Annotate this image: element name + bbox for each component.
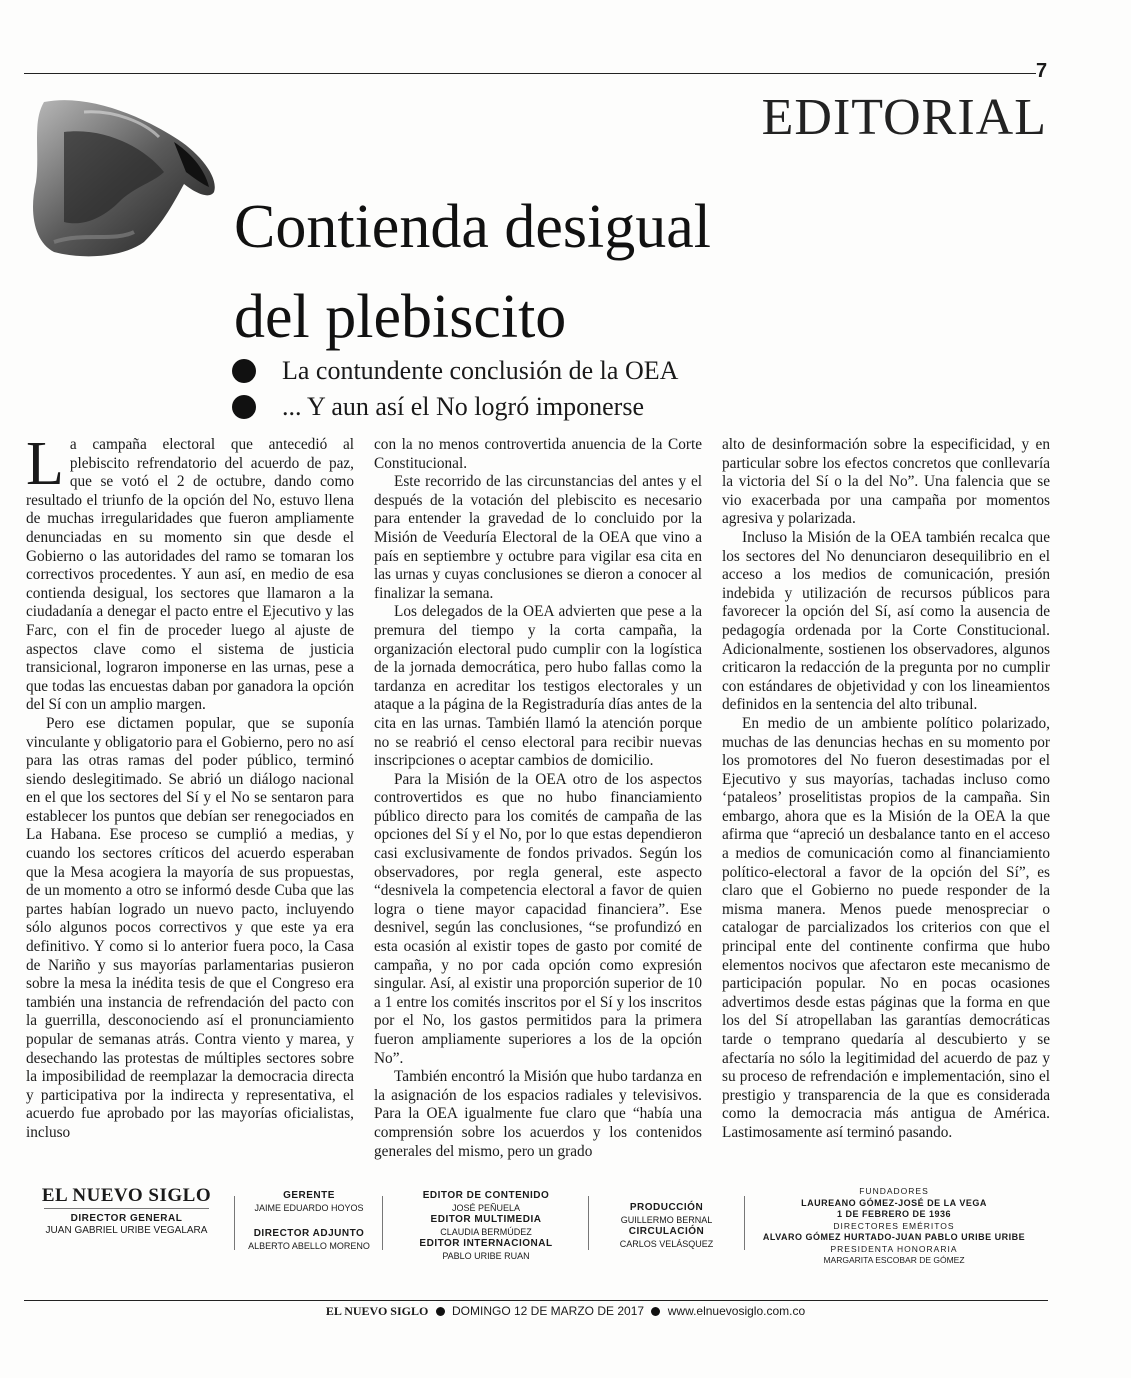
page-number: 7 — [1036, 60, 1048, 82]
article-column-3 — [722, 436, 1050, 1166]
article-body — [26, 430, 1050, 1166]
masthead-fundadores: FUNDADORES LAUREANO GÓMEZ-JOSÉ DE LA VEGA 1 DE FEBRERO DE 1936 DIRECTORES EMÉRITOS ALVARO GÓMEZ HURTADO-JUAN PABLO URIBE URIBE PRESIDENTA HONORARIA MARGARITA ESCOBAR DE GÓMEZ — [762, 1186, 1026, 1265]
divider — [382, 1196, 383, 1250]
paragraph: Pero ese dictamen popular, que se suponía vinculante y obligatorio para el Gobierno, pero no así para las otras ramas del poder público, terminó siendo deslegitimado. Se abrió un diálogo nacional en el que los sectores del Sí y el No se sentaron para establecer los puntos que debían ser renegociados en La Habana. Ese proceso se cumplió a medias, y cuando los sectores críticos del acuerdo esperaban que la Mesa acogiera la mayoría de sus propuestas, de un momento a otro se informó desde Cuba que las partes habían logrado un nuevo pacto, incluyendo sólo algunos pocos correctivos y que este ya era definitivo. Y como si lo anterior fuera poco, la Casa de Nariño y sus mayorías parlamentarias pusieron sobre la mesa la inédita tesis de que el Congreso era también una instancia de refrendación del pacto con la guerrilla, desconociendo así el pronunciamiento popular de semanas atrás. Contra viento y marea, y desechando las protestas de múltiples sectores sobre la imposibilidad de reemplazar la democracia directa y participativa por la indirecta y representativa, el acuerdo fue aprobado por las mayorías oficialistas, incluso — [26, 714, 354, 1141]
masthead-editores: EDITOR DE CONTENIDO JOSÉ PEÑUELA EDITOR MULTIMEDIA CLAUDIA BERMÚDEZ EDITOR INTERNACIONAL PABLO URIBE RUAN — [419, 1190, 553, 1261]
paragraph: La campaña electoral que antecedió al plebiscito refrendatorio del acuerdo de paz, que se votó el 2 de octubre, dando como resultado el triunfo de la opción del No, estuvo llena de muchas irregularidades que fueron ampliamente denunciadas en su momento sin que desde el Gobierno o las autoridades del ramo se tomaran los correctivos procedentes. Y aun así, en medio de esa contienda desigual, los sectores que llamaron a la ciudadanía a denegar el pacto entre el Ejecutivo y las Farc, con el fin de proceder luego al ajuste de aspectos clave como el sistema de justicia transicional, lograron imponerse en las urnas, pese a que todas las encuestas daban por ganadora la opción del Sí con un amplio margen. — [26, 430, 354, 714]
drop-cap: L — [26, 430, 64, 498]
headline-line-2: del plebiscito — [234, 283, 567, 351]
paragraph: con la no menos controvertida anuencia de la Corte Constitucional. — [374, 436, 702, 472]
top-rule — [24, 73, 1036, 74]
section-title: EDITORIAL — [761, 89, 1047, 146]
paragraph: Los delegados de la OEA advierten que pese a la premura del tiempo y la corta campaña, la organización electoral pudo cumplir con la logística de la jornada democrática, pero hubo fallas como la tardanza en acreditar los testigos electorales y un ataque a la página de la Registraduría días antes de la cita en las urnas. También llamó la atención porque no se reabrió el censo electoral para recibir nuevas inscripciones o aceptar cambios de domicilio. — [374, 603, 702, 770]
bullet-text: ... Y aun así el No logró imponerse — [282, 392, 644, 421]
footer-brand: EL NUEVO SIGLO — [325, 1304, 429, 1318]
paragraph: Para la Misión de la OEA otro de los aspectos controvertidos es que no hubo financiamiento público directo para los comités de campaña de las opciones del Sí y el No, por lo que estas dependieron casi exclusivamente de fondos privados. Según los observadores, por regla general, este aspecto “desnivela la competencia electoral a favor de quien logra o tiene mayor capacidad financiera”. Ese desnivel, según las conclusiones, “se profundizó en esta ocasión al existir topes de gasto por comité de campaña, y no por cada opción como expresión singular. Así, al existir una proporción superior de 10 a 1 entre los comités inscritos por el Sí y los inscritos por el No, los gastos permitidos para la primera fueron ampliamente superiores a los de la opción No”. — [374, 770, 702, 1067]
bullet-dot-icon — [232, 395, 256, 419]
newspaper-logo: EL NUEVO SIGLO — [41, 1185, 212, 1206]
bottom-rule — [24, 1300, 1048, 1301]
bullet-text: La contundente conclusión de la OEA — [282, 356, 679, 385]
divider — [588, 1196, 589, 1250]
summary-bullets — [232, 353, 678, 425]
divider — [234, 1196, 235, 1250]
bullet-dot-icon — [232, 359, 256, 383]
article-column-1 — [26, 430, 354, 1166]
masthead-produccion: PRODUCCIÓN GUILLERMO BERNAL CIRCULACIÓN CARLOS VELÁSQUEZ — [619, 1202, 714, 1249]
summary-bullet — [232, 353, 678, 389]
masthead-gerente: GERENTE JAIME EDUARDO HOYOS DIRECTOR ADJUNTO ALBERTO ABELLO MORENO — [248, 1190, 370, 1251]
footer-url[interactable]: www.elnuevosiglo.com.co — [667, 1304, 806, 1318]
masthead — [24, 1180, 1048, 1276]
paragraph: Incluso la Misión de la OEA también recalca que los sectores del No denunciaron desequilibrio en el acceso a los medios de comunicación, presión indebida y utilización de recursos públicos para favorecer la opción del Sí, así como la ausencia de pedagogía ordenada por la Corte Constitucional. Adicionalmente, sostienen los observadores, algunos criticaron la redacción de la pregunta por no cumplir con estándares de objetividad y con los lineamientos definidos en la sentencia del alto tribunal. — [722, 528, 1050, 714]
masthead-director: EL NUEVO SIGLO DIRECTOR GENERAL JUAN GABRIEL URIBE VEGALARA — [24, 1190, 229, 1237]
headline-line-1: Contienda desigual — [234, 193, 711, 261]
separator-dot-icon — [436, 1307, 445, 1316]
horse-sculpture-image — [24, 92, 224, 262]
paragraph: alto de desinformación sobre la especificidad, y en particular sobre los efectos concretos que conllevaría la victoria del Sí o la del No”. Una falencia que se vio exacerbada por una campaña por momentos agresiva y polarizada. — [722, 436, 1050, 528]
summary-bullet — [232, 389, 678, 425]
page-footer — [0, 1304, 1131, 1319]
footer-date: DOMINGO 12 DE MARZO DE 2017 — [452, 1304, 645, 1318]
separator-dot-icon — [651, 1307, 660, 1316]
divider — [744, 1196, 745, 1250]
paragraph: En medio de un ambiente político polarizado, muchas de las denuncias hechas en su momento por los promotores del No fueron desestimadas por el Ejecutivo y sus mayorías, tachadas incluso como ‘pataleos’ proselitistas propios de la campaña. Sin embargo, ahora que es la Misión de la OEA la que afirma que “apreció un desbalance tanto en el acceso a medios de comunicación como al financiamiento político-electoral a favor de la opción del Sí”, es claro que el Gobierno no puede responder de la misma manera. Menos puede menospreciar o catalogar de parcializados los criterios con que el principal ente del continente confirma que hubo elementos nocivos que afectaron este mecanismo de participación popular. No en pocas ocasiones advertimos desde estas páginas que la forma en que los del Sí atropellaban las garantías democráticas tarde o temprano quedaría al descubierto y se afectaría no sólo la legitimidad del acuerdo de paz y su proceso de refrendación e implementación, sino el prestigio y transparencia de la que es considerada como la democracia más antigua de América. Lastimosamente así terminó pasando. — [722, 714, 1050, 1141]
paragraph: Este recorrido de las circunstancias del antes y el después de la votación del plebiscito es necesario para entender la gravedad de lo concluido por la Misión de Veeduría Electoral de la OEA que vino a país en septiembre y octubre para vigilar esa cita en las urnas y cuyas conclusiones se dieron a conocer al finalizar la semana. — [374, 473, 702, 602]
article-column-2 — [374, 436, 702, 1166]
paragraph: También encontró la Misión que hubo tardanza en la asignación de los espacios radiales y televisivos. Para la OEA igualmente fue claro que “había una comprensión sobre los acuerdos y los contenidos generales del mismo, pero un grado — [374, 1068, 702, 1160]
headline — [234, 182, 934, 362]
